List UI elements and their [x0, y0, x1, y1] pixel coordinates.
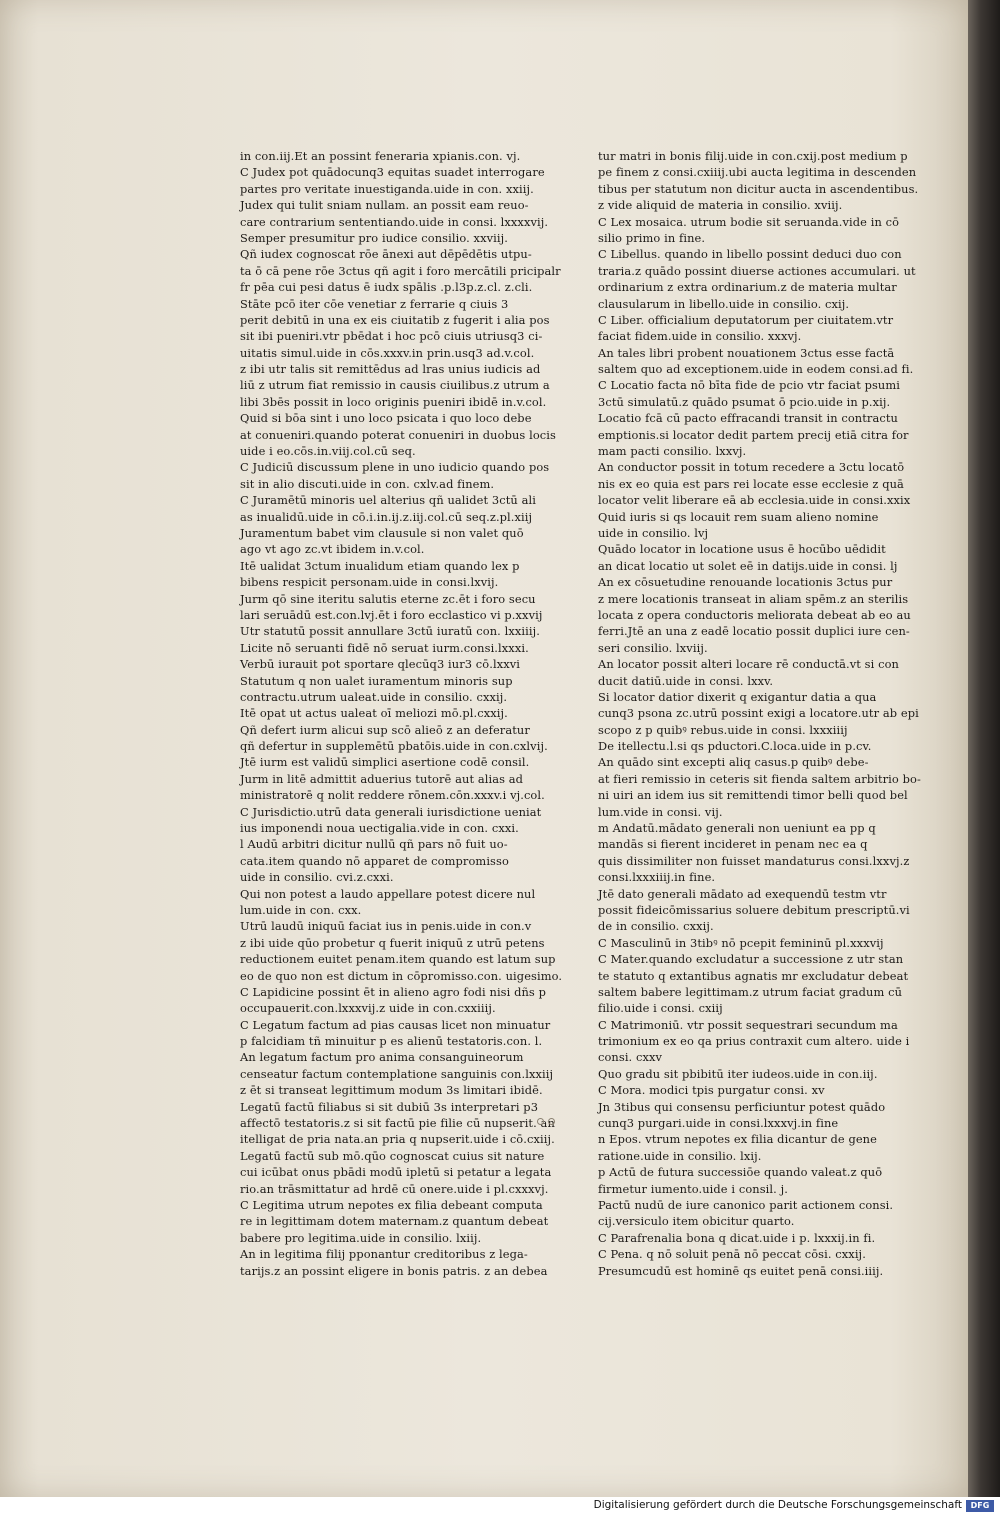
text-line: p Actū de futura successiōe quando valeat.z quō	[598, 1165, 883, 1180]
text-line: C Judex pot quādocunq3 equitas suadet interrogare	[240, 165, 545, 180]
text-line: eo de quo non est dictum in cōpromisso.con. uigesimo.	[240, 968, 563, 983]
text-line: possit fideicōmissarius soluere debitum prescriptū.vi	[598, 902, 910, 917]
text-line: An locator possit alteri locare rē conductā.vt si con	[598, 657, 899, 672]
text-line: Itē opat ut actus ualeat oī meliozi mō.pl.cxxij.	[240, 706, 508, 721]
text-line: z mere locationis transeat in aliam spēm.z an sterilis	[598, 591, 909, 606]
text-line: Pactū nudū de iure canonico parit actionem consi.	[598, 1198, 894, 1212]
text-line: C Lapidicine possint ēt in alieno agro fodi nisi dñs p	[240, 984, 546, 999]
text-line: partes pro veritate inuestiganda.uide in con. xxiij.	[240, 181, 534, 196]
text-line: at fieri remissio in ceteris sit fienda saltem arbitrio bo-	[598, 771, 921, 786]
text-line: C Juramētū minoris uel alterius qñ ualidet 3ctū ali	[240, 493, 536, 508]
text-line: An tales libri probent nouationem 3ctus esse factā	[598, 345, 895, 360]
text-line: l Audū arbitri dicitur nullū qñ pars nō fuit uo-	[240, 837, 508, 852]
text-line: C Parafrenalia bona q dicat.uide i p. lxxxij.in fi.	[598, 1230, 876, 1245]
text-line: Statutum q non ualet iuramentum minoris sup	[240, 673, 513, 688]
text-line: emptionis.si locator dedit partem precij etiā citra for	[598, 427, 909, 442]
text-line: ni uiri an idem ius sit remittendi timor belli quod bel	[598, 788, 908, 803]
text-line: trimonium ex eo qa prius contraxit cum altero. uide i	[598, 1034, 910, 1049]
text-line: lum.vide in consi. vij.	[598, 804, 723, 819]
text-line: C Legitima utrum nepotes ex filia debeant computa	[240, 1198, 543, 1212]
text-line: Itē ualidat 3ctum inualidum etiam quando lex p	[240, 558, 520, 573]
text-line: locator velit liberare eā ab ecclesia.uide in consi.xxix	[598, 493, 911, 508]
text-line: consi. cxxv	[598, 1050, 663, 1065]
text-line: contractu.utrum ualeat.uide in consilio. cxxij.	[240, 689, 508, 704]
text-line: scopo z p quibꝰ rebus.uide in consi. lxxxiiij	[598, 722, 848, 737]
text-line: saltem quo ad exceptionem.uide in eodem consi.ad fi.	[598, 362, 914, 377]
text-line: z ibi utr talis sit remittēdus ad lras unius iudicis ad	[240, 362, 541, 377]
text-line: z vide aliquid de materia in consilio. xviij.	[598, 198, 843, 213]
footer-bar	[0, 1497, 1000, 1515]
text-line: n Epos. vtrum nepotes ex filia dicantur de gene	[598, 1132, 877, 1147]
text-line: Jurm qō sine iteritu salutis eterne zc.ēt i foro secu	[240, 591, 536, 606]
text-line: Stāte pcō iter cōe venetiar z ferrarie q ciuis 3	[240, 296, 509, 311]
hole-mark	[537, 1118, 544, 1125]
text-line: C Masculinū in 3tibꝰ nō pcepit femininū pl.xxxvij	[598, 935, 884, 950]
text-line: Semper presumitur pro iudice consilio. xxviij.	[240, 230, 508, 245]
text-line: filio.uide i consi. cxiij	[598, 1001, 723, 1016]
text-line: C Judiciū discussum plene in uno iudicio quando pos	[240, 460, 550, 475]
text-line: care contrarium sententiando.uide in consi. lxxxxvij.	[240, 214, 549, 229]
text-line: pe finem z consi.cxiiij.ubi aucta legitima in descenden	[598, 165, 917, 180]
text-line: locata z opera conductoris meliorata debeat ab eo au	[598, 607, 911, 622]
left-text-column	[240, 148, 563, 1279]
text-line: Si locator datior dixerit q exigantur datia a qua	[598, 689, 877, 704]
text-line: an dicat locatio ut solet eē in datijs.uide in consi. lj	[598, 558, 898, 573]
text-line: nis ex eo quia est pars rei locate esse ecclesie z quā	[598, 476, 904, 491]
text-line: tarijs.z an possint eligere in bonis patris. z an debea	[240, 1263, 548, 1278]
text-line: C Matrimoniū. vtr possit sequestrari secundum ma	[598, 1017, 898, 1032]
text-line: Juramentum babet vim clausule si non valet quō	[240, 525, 524, 540]
text-line: Jtē dato generali mādato ad exequendū testm vtr	[598, 886, 887, 901]
text-line: ordinarium z extra ordinarium.z de materia multar	[598, 280, 897, 295]
text-line: C Mater.quando excludatur a successione z utr stan	[598, 952, 904, 967]
text-line: C Liber. officialium deputatorum per ciuitatem.vtr	[598, 312, 894, 327]
text-line: saltem babere legittimam.z utrum faciat gradum cū	[598, 984, 903, 999]
text-line: liū z utrum fiat remissio in causis ciuilibus.z utrum a	[240, 378, 550, 393]
text-line: Qñ defert iurm alicui sup scō alieō z an deferatur	[240, 722, 530, 737]
text-line: uide i eo.cōs.in.viij.col.cū seq.	[240, 444, 416, 459]
text-line: Legatū factū filiabus si sit dubiū 3s interpretari p3	[240, 1099, 539, 1114]
text-line: C Lex mosaica. utrum bodie sit seruanda.vide in cō	[598, 214, 900, 229]
text-line: libi 3bēs possit in loco originis pueniri ibidē in.v.col.	[240, 394, 547, 409]
text-line: re in legittimam dotem maternam.z quantum debeat	[240, 1214, 549, 1229]
text-line: C Jurisdictio.utrū data generali iurisdictione ueniat	[240, 804, 542, 819]
text-line: Jurm in litē admittit aduerius tutorē aut alias ad	[240, 771, 524, 786]
text-line: C Libellus. quando in libello possint deduci duo con	[598, 247, 902, 262]
text-line: Legatū factū sub mō.qūo cognoscat cuius sit nature	[240, 1148, 545, 1163]
text-line: cunq3 purgari.uide in consi.lxxxvj.in fine	[598, 1116, 839, 1131]
text-line: z ibi uide qūo probetur q fuerit iniquū z utrū petens	[240, 935, 545, 950]
text-line: Quo gradu sit pbibitū iter iudeos.uide in con.iij.	[598, 1066, 878, 1081]
text-line: ratione.uide in consilio. lxij.	[598, 1148, 762, 1163]
text-line: cui icūbat onus pbādi modū ipletū si petatur a legata	[240, 1165, 552, 1180]
right-text-column	[598, 148, 921, 1279]
text-line: traria.z quādo possint diuerse actiones accumulari. ut	[598, 263, 916, 278]
text-line: C Locatio facta nō bīta fide de pcio vtr faciat psumi	[598, 378, 901, 393]
text-line: Judex qui tulit sniam nullam. an possit eam reuo-	[240, 198, 529, 213]
dfg-logo: DFG	[966, 1500, 994, 1512]
text-line: consi.lxxxiiij.in fine.	[598, 870, 716, 885]
text-line: de in consilio. cxxij.	[598, 919, 714, 934]
text-line: lum.uide in con. cxx.	[240, 902, 362, 917]
text-line: clausularum in libello.uide in consilio. cxij.	[598, 296, 850, 311]
text-line: cunq3 psona zc.utrū possint exigi a locatore.utr ab epi	[598, 706, 919, 721]
text-line: tur matri in bonis filij.uide in con.cxij.post medium p	[598, 149, 908, 163]
text-line: ministratorē q nolit reddere rōnem.cōn.xxxv.i vj.col.	[240, 788, 545, 803]
text-line: uitatis simul.uide in cōs.xxxv.in prin.usq3 ad.v.col.	[240, 345, 535, 360]
text-line: at conueniri.quando poterat conueniri in duobus locis	[240, 427, 556, 442]
book-spine-edge	[968, 0, 1000, 1497]
text-line: silio primo in fine.	[598, 230, 706, 245]
text-line: Jtē iurm est validū simplici asertione codē consil.	[240, 755, 530, 770]
text-line: Qñ iudex cognoscat rōe ānexi aut dēpēdētis utpu-	[240, 247, 532, 262]
text-line: as inualidū.uide in cō.i.in.ij.z.iij.col.cū seq.z.pl.xiij	[240, 509, 533, 524]
text-line: censeatur factum contemplatione sanguinis con.lxxiij	[240, 1066, 554, 1081]
text-line: Verbū iurauit pot sportare qlecūq3 iur3 cō.lxxvi	[240, 657, 521, 672]
text-line: te statuto q extantibus agnatis mr excludatur debeat	[598, 968, 909, 983]
text-line: fr pēa cui pesi datus ē iudx spālis .p.l3p.z.cl. z.cli.	[240, 280, 533, 295]
text-line: Qui non potest a laudo appellare potest dicere nul	[240, 886, 536, 901]
text-line: p falcidiam tñ minuitur p es alienū testatoris.con. l.	[240, 1034, 543, 1049]
text-line: faciat fidem.uide in consilio. xxxvj.	[598, 329, 802, 344]
text-line: Quid si bōa sint i uno loco psicata i quo loco debe	[240, 411, 532, 426]
text-line: ta ō cā pene rōe 3ctus qñ agit i foro mercātili pricipalr	[240, 263, 561, 278]
text-line: occupauerit.con.lxxxvij.z uide in con.cxxiiij.	[240, 1001, 496, 1016]
text-line: An legatum factum pro anima consanguineorum	[240, 1050, 524, 1065]
text-line: C Legatum factum ad pias causas licet non minuatur	[240, 1017, 551, 1032]
text-line: seri consilio. lxviij.	[598, 640, 708, 655]
text-line: Locatio fcā cū pacto effracandi transit in contractu	[598, 411, 898, 426]
text-line: tibus per statutum non dicitur aucta in ascendentibus.	[598, 181, 919, 196]
text-line: affectō testatoris.z si sit factū pie filie cū nupserit. an	[240, 1116, 555, 1131]
text-line: m Andatū.mādato generali non ueniunt ea pp q	[598, 821, 876, 836]
text-line: Presumcudū est hominē qs euitet penā consi.iiij.	[598, 1263, 884, 1278]
text-line: cij.versiculo item obicitur quarto.	[598, 1214, 795, 1229]
text-line: in con.iij.Et an possint feneraria xpianis.con. vj.	[240, 149, 521, 163]
text-line: ducit datiū.uide in consi. lxxv.	[598, 673, 774, 688]
text-line: ius imponendi noua uectigalia.vide in con. cxxi.	[240, 821, 519, 836]
text-line: An ex cōsuetudine renouande locationis 3ctus pur	[598, 575, 893, 590]
text-line: Utrū laudū iniquū faciat ius in penis.uide in con.v	[240, 919, 532, 934]
text-line: uide in consilio. cvi.z.cxxi.	[240, 870, 394, 885]
text-line: Licite nō seruanti fidē nō seruat iurm.consi.lxxxi.	[240, 640, 529, 655]
text-line: z ēt si transeat legittimum modum 3s limitari ibidē.	[240, 1083, 543, 1098]
text-line: sit ibi pueniri.vtr pbēdat i hoc pcō ciuis utriusq3 ci-	[240, 329, 543, 344]
text-line: babere pro legitima.uide in consilio. lxiij.	[240, 1230, 482, 1245]
text-line: Jn 3tibus qui consensu perficiuntur potest quādo	[598, 1099, 886, 1114]
text-line: perit debitū in una ex eis ciuitatib z fugerit i alia pos	[240, 312, 550, 327]
text-line: qñ defertur in supplemētū pbatōis.uide in con.cxlvij.	[240, 739, 548, 754]
text-line: reductionem euitet penam.item quando est latum sup	[240, 952, 556, 967]
text-line: rio.an trāsmittatur ad hrdē cū onere.uide i pl.cxxxvj.	[240, 1181, 549, 1196]
binding-holes	[537, 1112, 559, 1130]
hole-mark	[548, 1118, 555, 1125]
text-line: cata.item quando nō apparet de compromisso	[240, 853, 509, 868]
text-line: quis dissimiliter non fuisset mandaturus consi.lxxvj.z	[598, 853, 910, 868]
text-line: An quādo sint excepti aliq casus.p quibꝰ debe-	[598, 755, 869, 770]
text-line: Utr statutū possit annullare 3ctū iuratū con. lxxiiij.	[240, 624, 540, 639]
text-line: lari seruādū est.con.lvj.ēt i foro ecclastico vi p.xxvij	[240, 607, 543, 622]
text-line: 3ctū simulatū.z quādo psumat ō pcio.uide in p.xij.	[598, 394, 891, 409]
text-line: De itellectu.l.si qs pductori.C.loca.uide in p.cv.	[598, 739, 872, 754]
text-line: An conductor possit in totum recedere a 3ctu locatō	[598, 460, 905, 475]
text-line: itelligat de pria nata.an pria q nupserit.uide i cō.cxiij.	[240, 1132, 555, 1147]
text-line: C Mora. modici tpis purgatur consi. xv	[598, 1083, 825, 1098]
text-line: bibens respicit personam.uide in consi.lxvij.	[240, 575, 499, 590]
text-line: mam pacti consilio. lxxvj.	[598, 444, 747, 459]
text-line: sit in alio discuti.uide in con. cxlv.ad finem.	[240, 476, 495, 491]
text-line: uide in consilio. lvj	[598, 525, 709, 540]
text-line: Quid iuris si qs locauit rem suam alieno nomine	[598, 509, 879, 524]
text-line: An in legitima filij pponantur creditoribus z lega-	[240, 1247, 528, 1262]
text-line: ago vt ago zc.vt ibidem in.v.col.	[240, 542, 425, 557]
text-line: C Pena. q nō soluit penā nō peccat cōsi. cxxij.	[598, 1247, 866, 1262]
text-line: mandās si fierent incideret in penam nec ea q	[598, 837, 868, 852]
text-line: firmetur iumento.uide i consil. j.	[598, 1181, 788, 1196]
text-line: Quādo locator in locatione usus ē hocūbo uēdidit	[598, 542, 886, 557]
text-line: ferri.Jtē an una z eadē locatio possit duplici iure cen-	[598, 624, 910, 639]
footer-credit: Digitalisierung gefördert durch die Deutsche Forschungsgemeinschaft	[593, 1499, 962, 1511]
